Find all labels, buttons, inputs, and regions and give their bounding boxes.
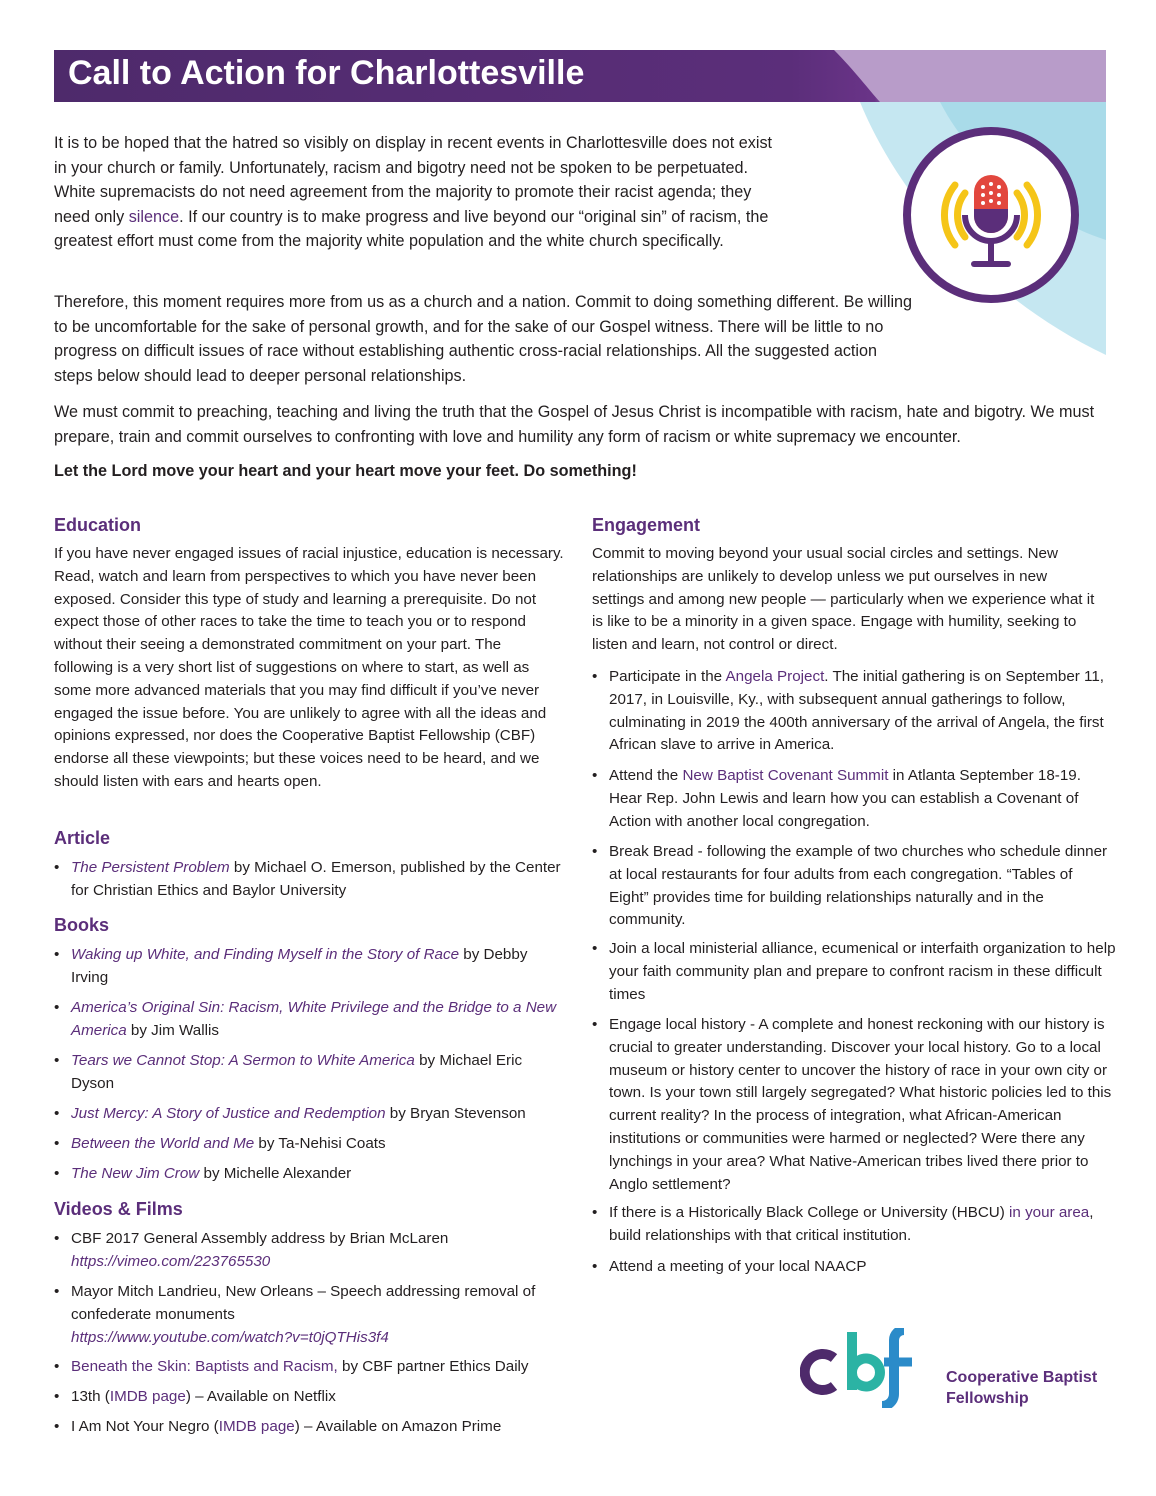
list-item: • Mayor Mitch Landrieu, New Orleans – Speech addressing removal of confederate monuments https://www.youtube.com/watch?v=t0jQTHis3f4 — [54, 1281, 581, 1349]
engagement-body: Commit to moving beyond your usual social circles and settings. New relationships are unlikely to develop unless we put ourselves in new settings and among new people — particularly when we experience what it is like to be a minority in a given space. Engage with humility, seeking to listen and learn, not control or direct. — [592, 545, 1095, 654]
ethics-daily-link[interactable]: Beneath the Skin: Baptists and Racism, — [71, 1358, 338, 1375]
list-item: • The Persistent Problem by Michael O. Emerson, published by the Center for Christian Ethics and Baylor University — [54, 857, 571, 903]
silence-link[interactable]: silence — [128, 207, 180, 226]
education-heading: Education — [54, 515, 142, 535]
imdb-link-13th[interactable]: IMDB page — [109, 1388, 186, 1405]
list-item: • The New Jim Crow by Michelle Alexander — [54, 1163, 571, 1186]
book-link[interactable]: America’s Original Sin: Racism, White Privilege and the Bridge to a New America — [71, 999, 557, 1039]
logo-line-2: Fellowship — [946, 1390, 1029, 1407]
list-item: • Engage local history - A complete and honest reckoning with our history is crucial to greater understanding. Discover your local history. Go to a local museum or history center to uncover the history of race in your own city or town. Is your town still largely segregated? What historic policies led to this current reality? In the process of integration, what African-American institutions or communities were harmed or neglected? Were there any lynchings in your area? What Native-American tribes lived there prior to Anglo settlement? — [592, 1014, 1115, 1196]
list-item: • Waking up White, and Finding Myself in the Story of Race by Debby Irving — [54, 944, 561, 990]
angela-project-link[interactable]: Angela Project — [725, 668, 825, 685]
list-item: • Break Bread - following the example of two churches who schedule dinner at local restaurants for four adults from each congregation. “Tables of Eight” provides time for building relationships naturally and in the community. — [592, 841, 1109, 932]
title-banner — [54, 50, 1106, 102]
imdb-link-negro[interactable]: IMDB page — [218, 1418, 295, 1435]
list-item: • Attend a meeting of your local NAACP — [592, 1256, 1109, 1279]
intro-paragraph-3: We must commit to preaching, teaching and living the truth that the Gospel of Jesus Christ is incompatible with racism, hate and bigotry. We must prepare, train and commit ourselves to confronting with love and humility any form of racism or white supremacy we encounter. — [54, 403, 1095, 446]
cbf-logo-icon — [800, 1328, 930, 1408]
list-item: • 13th (IMDB page) – Available on Netflix — [54, 1386, 581, 1409]
call-to-action-line: Let the Lord move your heart and your heart move your feet. Do something! — [54, 462, 637, 480]
list-item: • Between the World and Me by Ta-Nehisi Coats — [54, 1133, 571, 1156]
videos-heading: Videos & Films — [54, 1199, 183, 1219]
article-heading: Article — [54, 828, 111, 848]
list-item: • Just Mercy: A Story of Justice and Redemption by Bryan Stevenson — [54, 1103, 591, 1126]
microphone-icon — [903, 127, 1079, 303]
list-item: • Participate in the Angela Project. The initial gathering is on September 11, 2017, in Louisville, Ky., with subsequent annual gatherings to follow, culminating in 2019 the 400th anniversary of the arrival of Angela, the first African slave to arrive in America. — [592, 666, 1105, 757]
list-item: • If there is a Historically Black College or University (HBCU) in your area, build relationships with that critical institution. — [592, 1202, 1109, 1248]
list-item: • Attend the New Baptist Covenant Summit in Atlanta September 18-19. Hear Rep. John Lewis and learn how you can establish a Covenant of Action with another local congregation. — [592, 765, 1099, 833]
intro-paragraph-2: Therefore, this moment requires more from us as a church and a nation. Commit to doing something different. Be willing to be uncomfortable for the sake of personal growth, and for the sake of our Gospel witness. There will be little to no progress on difficult issues of race without establishing authentic cross-racial relationships. All the suggested action steps below should lead to deeper personal relationships. — [54, 293, 913, 385]
book-link[interactable]: Waking up White, and Finding Myself in the Story of Race — [71, 946, 460, 963]
list-item: • Beneath the Skin: Baptists and Racism, by CBF partner Ethics Daily — [54, 1356, 581, 1379]
logo-line-1: Cooperative Baptist — [946, 1369, 1098, 1386]
vimeo-link[interactable]: https://vimeo.com/223765530 — [71, 1252, 271, 1270]
list-item: • Join a local ministerial alliance, ecumenical or interfaith organization to help your faith community plan and prepare to confront racism in these difficult times — [592, 938, 1119, 1006]
books-heading: Books — [54, 915, 110, 935]
book-link[interactable]: Just Mercy: A Story of Justice and Redemption — [71, 1105, 386, 1122]
list-item: • America’s Original Sin: Racism, White Privilege and the Bridge to a New America by Jim Wallis — [54, 997, 571, 1043]
education-body: If you have never engaged issues of racial injustice, education is necessary. Read, watch and learn from perspectives to which you have never been exposed. Consider this type of study and learning a prerequisite. Do not expect those of other races to take the time to teach you or to respond without their seeing a demonstrated commitment on your part. The following is a very short list of suggestions on where to start, as well as some more advanced materials that you may find difficult if you’ve never engaged the issue before. You are unlikely to agree with all the ideas and opinions expressed, nor does the Cooperative Baptist Fellowship (CBF) endorse all these viewpoints; but these voices need to be heard, and we should listen with ears and hearts open. — [54, 545, 564, 790]
list-item: • Tears we Cannot Stop: A Sermon to White America by Michael Eric Dyson — [54, 1050, 541, 1096]
article-link[interactable]: The Persistent Problem — [71, 859, 230, 876]
engagement-heading: Engagement — [592, 515, 701, 535]
book-link[interactable]: Tears we Cannot Stop: A Sermon to White America — [71, 1052, 415, 1069]
youtube-link[interactable]: https://www.youtube.com/watch?v=t0jQTHis3f4 — [71, 1328, 389, 1346]
hbcu-link[interactable]: in your area — [1009, 1204, 1090, 1221]
book-link[interactable]: The New Jim Crow — [71, 1165, 200, 1182]
list-item: • I Am Not Your Negro (IMDB page) – Available on Amazon Prime — [54, 1416, 581, 1439]
covenant-summit-link[interactable]: New Baptist Covenant Summit — [682, 767, 889, 784]
list-item: • CBF 2017 General Assembly address by Brian McLaren https://vimeo.com/223765530 — [54, 1228, 581, 1274]
cbf-logo-text — [946, 1367, 1097, 1409]
intro-paragraph-1: It is to be hoped that the hatred so visibly on display in recent events in Charlottesville does not exist in your church or family. Unfortunately, racism and bigotry need not be spoken to be perpetuated. White supremacists do not need agreement from the majority to promote their racist agenda; they need only silence. If our country is to make progress and live beyond our “original sin” of racism, the greatest effort must come from the majority white population and the white church specifically. — [54, 134, 773, 250]
book-link[interactable]: Between the World and Me — [71, 1135, 255, 1152]
page-title: Call to Action for Charlottesville — [68, 54, 585, 92]
